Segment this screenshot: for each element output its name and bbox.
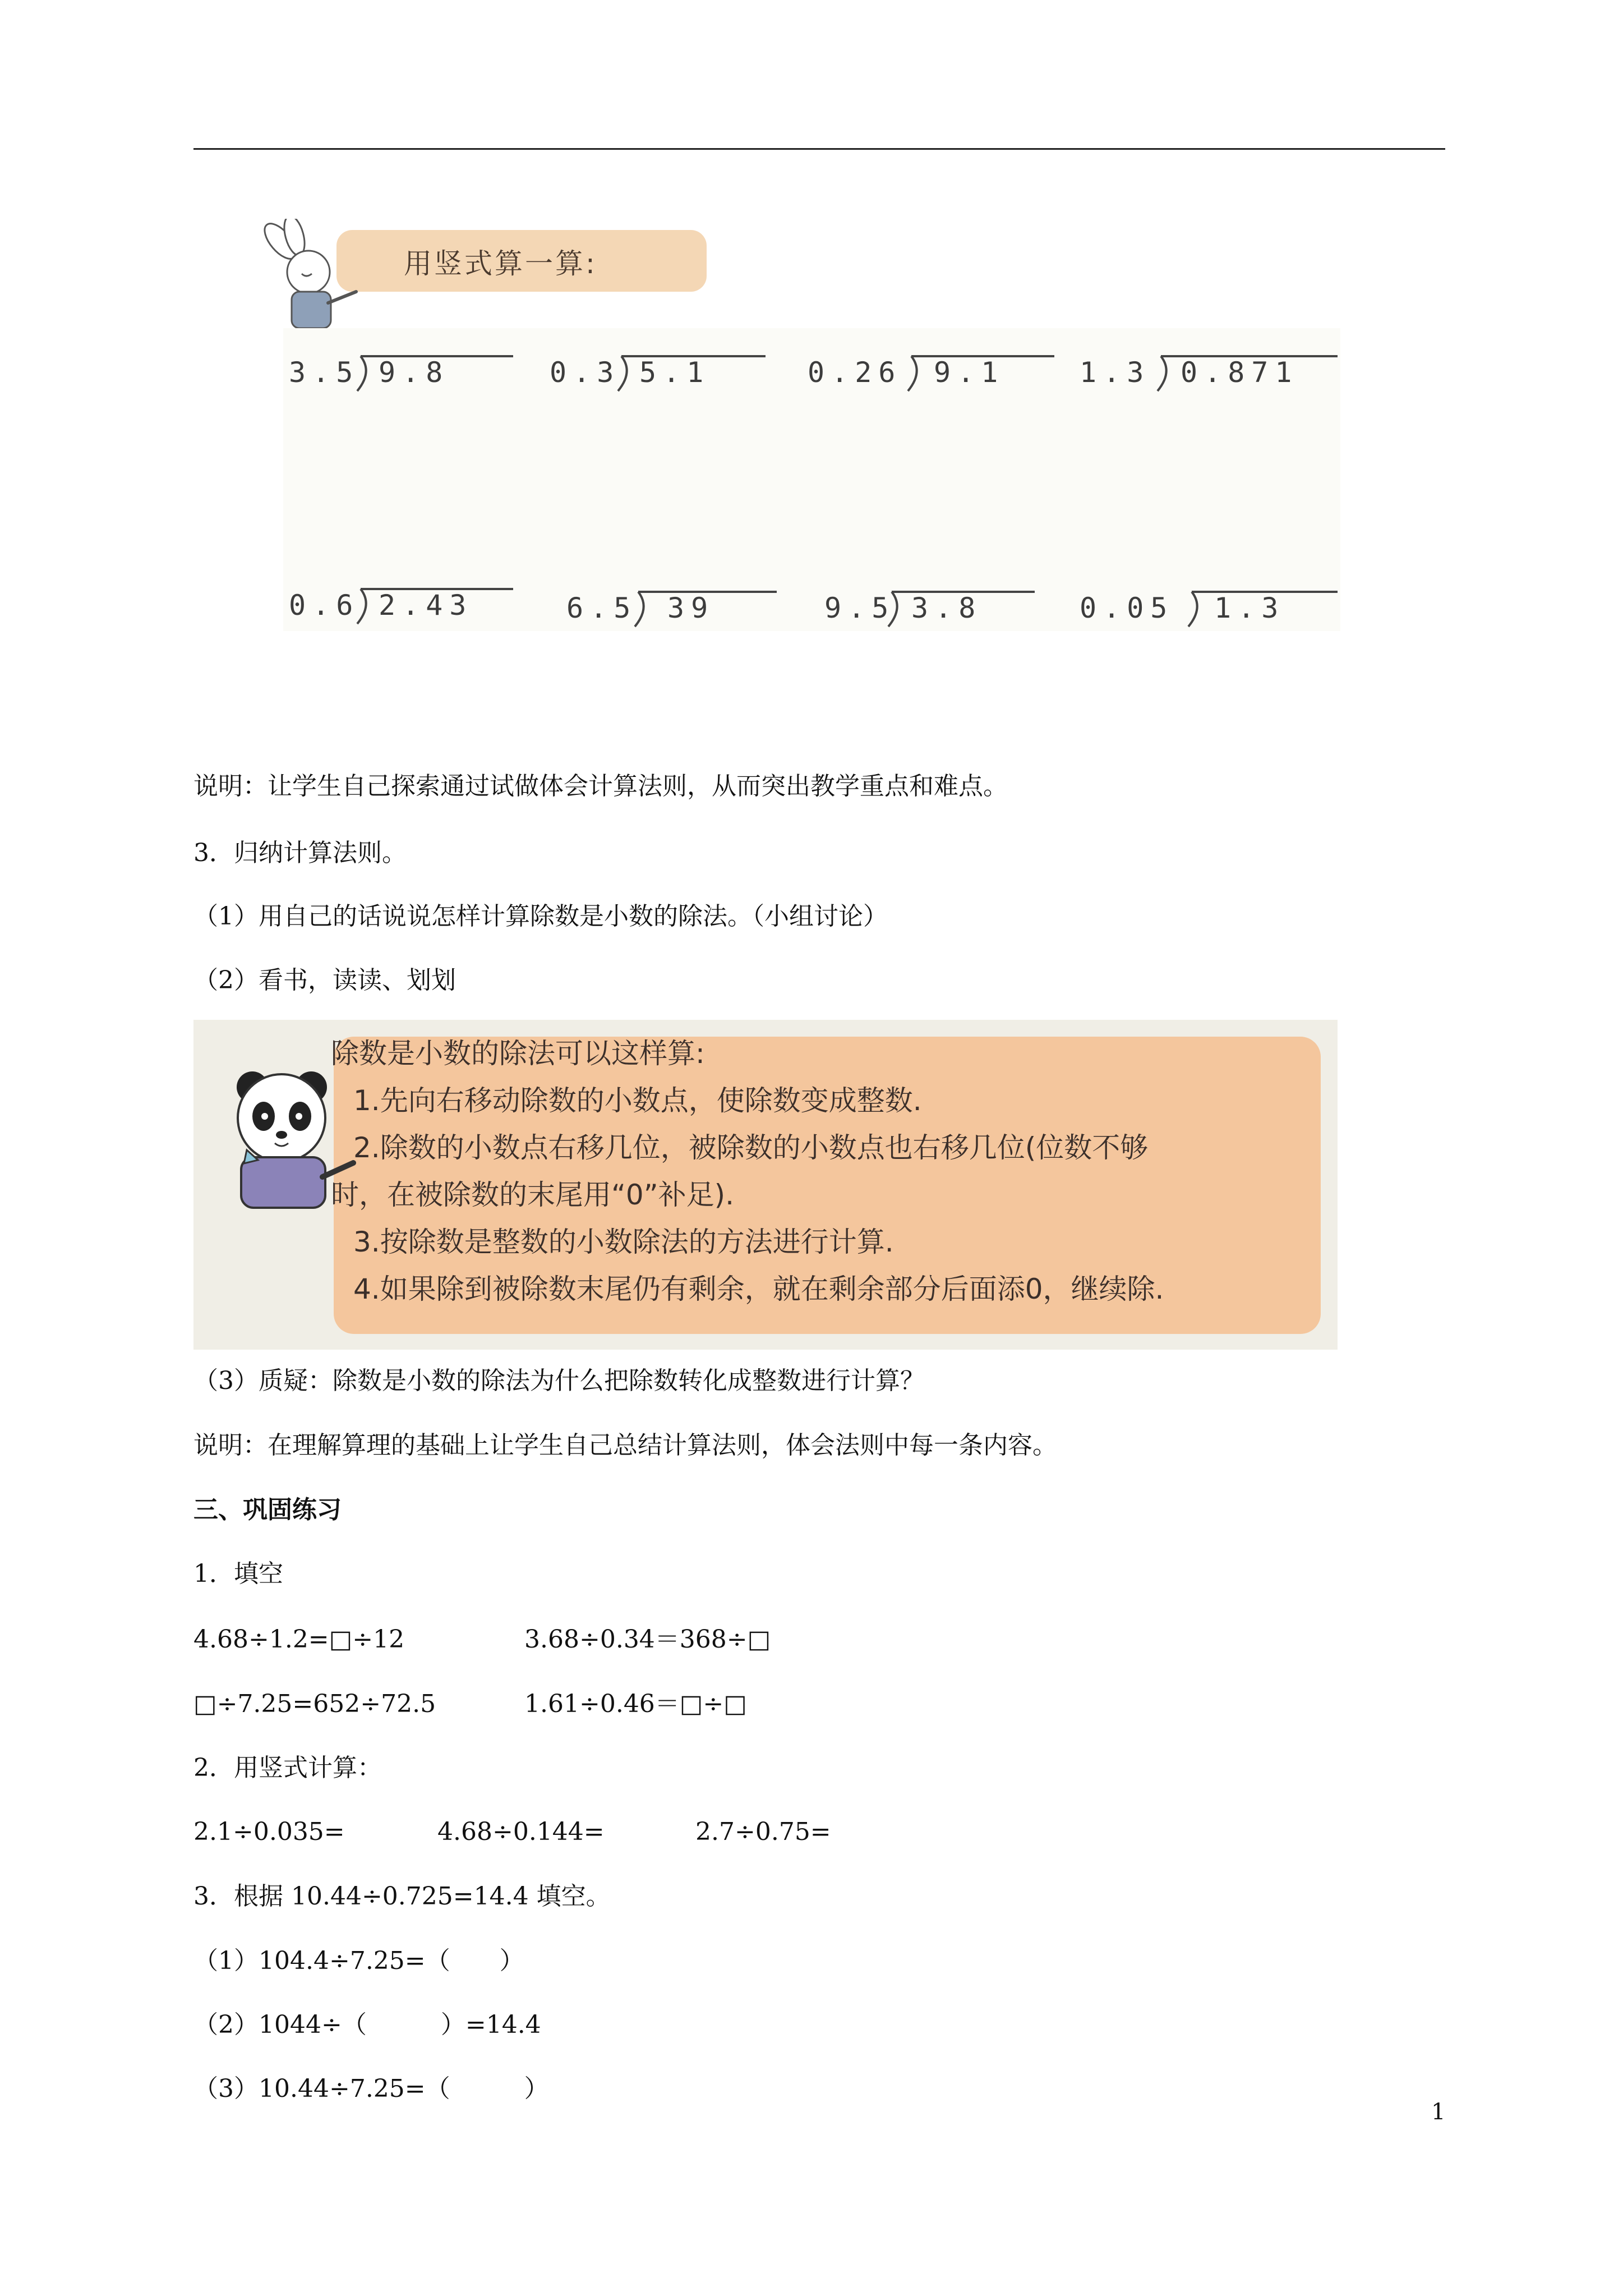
division-problem [289,339,552,395]
division-problem [550,339,813,395]
exercise-item: 4.68÷1.2=□÷12 [193,1625,405,1654]
divisor: 0.05 [1080,592,1174,624]
rule-item-continued: 时，在被除数的末尾用“0”补足). [331,1179,735,1211]
division-problem [824,575,1088,631]
sub-item: （2）看书，读读、划划 [193,966,456,995]
exercise-title: 1．填空 [193,1559,283,1588]
header-rule [193,148,1445,150]
exercise-item: 4.68÷0.144= [437,1818,605,1846]
divisor: 0.6 [289,589,360,622]
divisor: 9.5 [824,592,896,624]
dividend: 1.3 [1214,592,1285,624]
division-problem [289,572,552,628]
exercise-item: （2）1044÷（ ）=14.4 [193,2010,541,2039]
sub-item: （3）质疑：除数是小数的除法为什么把除数转化成整数进行计算？ [193,1366,925,1395]
banner-text: 用竖式算一算: [404,247,597,280]
divisor: 0.3 [550,356,621,389]
rules-text [331,1030,1164,1313]
exercise-item: 1.61÷0.46＝□÷□ [524,1690,747,1718]
exercise-item: 2.7÷0.75= [695,1818,831,1846]
exercise-item: □÷7.25=652÷72.5 [193,1690,436,1718]
divisor: 6.5 [566,592,638,624]
note-paragraph: 说明：让学生自己探索通过试做体会计算法则，从而突出教学重点和难点。 [193,772,1008,800]
exercise-title: 3．根据 10.44÷0.725=14.4 填空。 [193,1882,611,1911]
rule-item: 3.按除数是整数的小数除法的方法进行计算. [353,1226,894,1258]
division-problem [808,339,1071,395]
dividend: 9.8 [379,356,450,389]
dividend: 0.871 [1181,356,1299,389]
dividend: 5.1 [639,356,711,389]
step-heading: 3．归纳计算法则。 [193,839,407,867]
rules-title: 除数是小数的除法可以这样算: [331,1037,705,1070]
exercise-banner [236,219,707,297]
divisor: 0.26 [808,356,902,389]
exercise-item: （3）10.44÷7.25=（ ） [193,2074,549,2103]
page-number: 1 [1431,2099,1446,2125]
dividend: 39 [667,592,715,624]
section-heading: 三、巩固练习 [193,1496,342,1524]
rule-item: 1.先向右移动除数的小数点，使除数变成整数. [353,1084,922,1117]
exercise-item: （1）104.4÷7.25=（ ） [193,1947,524,1975]
division-problem [1080,575,1343,631]
dividend: 9.1 [934,356,1005,389]
divisor: 3.5 [289,356,360,389]
bunny-illustration [236,219,365,331]
dividend: 3.8 [911,592,983,624]
exercise-title: 2．用竖式计算： [193,1754,382,1782]
rule-item: 4.如果除到被除数末尾仍有剩余，就在剩余部分后面添0，继续除. [353,1273,1164,1305]
note-paragraph: 说明：在理解算理的基础上让学生自己总结计算法则，体会法则中每一条内容。 [193,1431,1057,1460]
division-problem [1080,339,1343,395]
long-division-grid [283,328,1340,631]
exercise-item: 2.1÷0.035= [193,1818,345,1846]
divisor: 1.3 [1080,356,1151,389]
exercise-item: 3.68÷0.34＝368÷□ [524,1625,771,1654]
dividend: 2.43 [379,589,473,622]
sub-item: （1）用自己的话说说怎样计算除数是小数的除法。（小组讨论） [193,902,888,931]
division-problem [566,575,830,631]
rule-item: 2.除数的小数点右移几位，被除数的小数点也右移几位(位数不够 [353,1131,1149,1164]
